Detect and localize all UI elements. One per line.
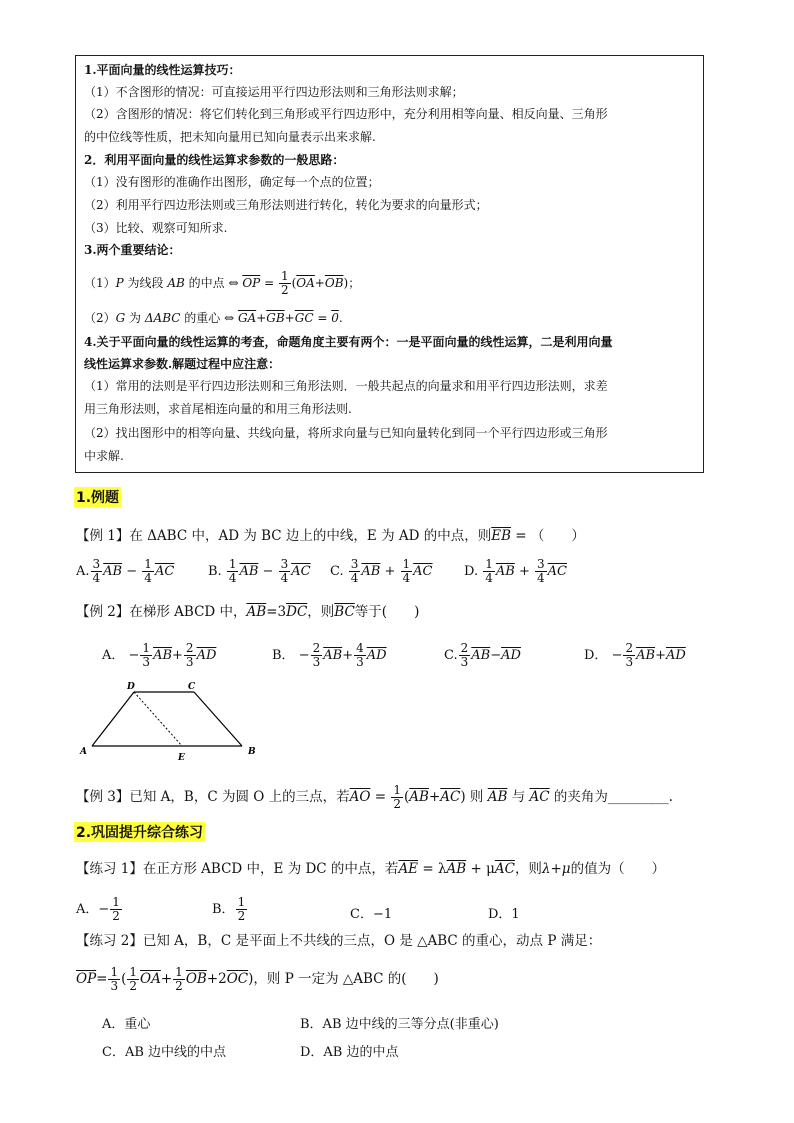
ex1-option-a[interactable]: A. $\frac{3}{4}$ $\overline{AB}$ − $\frac{1}{4}$ $\overline{AC}$ — [76, 557, 175, 585]
label-b: B — [248, 747, 256, 757]
note-2a: （2）找出图形中的相等向量、共线向量，将所求向量与已知向量转化到同一个平行四边形或三角形 — [84, 426, 608, 440]
ex1-option-b[interactable]: B. $\frac{1}{4}$ $\overline{AB}$ − $\frac{3}{4}$ $\overline{AC}$ — [208, 557, 311, 585]
label-a: A — [80, 747, 87, 757]
section-practice: 2.巩固提升综合练习 — [74, 822, 205, 842]
example-1: 【例 1】在 ΔABC 中，AD 为 BC 边上的中线，E 为 AD 的中点，则$\overline{EB}$ = （ ） — [76, 528, 585, 544]
practice-2: 【练习 2】已知 A，B，C 是平面上不共线的三点，O 是 △ABC 的重心，动点 P 满足： — [76, 933, 602, 949]
step-1: （1）没有图形的准确作出图形，确定每一个点的位置； — [84, 175, 380, 189]
tip-2b: 的中位线等性质，把未知向量用已知向量表示出来求解. — [84, 130, 376, 144]
example-3: 【例 3】已知 A，B，C 为圆 O 上的三点，若$\overline{AO}$ = $\frac{1}{2}$ $(\overline{AB}+\overline{AC})$ 则 $\overline{AB}$ 与 $\overline{AC}$ 的夹角为_________. — [76, 783, 673, 811]
note-1b: 用三角形法则，求首尾相连向量的和用三角形法则. — [84, 402, 352, 416]
ex2-option-b[interactable]: B． − $\frac{2}{3}$ $\overline{AB}+$ $\frac{4}{3}$ $\overline{AD}$ — [272, 641, 387, 669]
pr1-option-c[interactable]: C．−1 — [350, 907, 393, 922]
summary-box — [75, 55, 704, 473]
pr1-option-a[interactable]: A．− $\frac{1}{2}$ — [76, 895, 120, 923]
pr1-option-b[interactable]: B． $\frac{1}{2}$ — [212, 895, 246, 923]
label-d: D — [127, 682, 135, 692]
practice-1: 【练习 1】在正方形 ABCD 中，E 为 DC 的中点，若$\overline{AE} = \lambda\overline{AB} + \mu\overline{AC}$，则λ+μ的值为（ ） — [76, 861, 666, 877]
example-2: 【例 2】在梯形 ABCD 中，$\overline{AB}=3\overline{DC}$，则$\overline{BC}$等于( ) — [76, 604, 420, 620]
pr1-option-d[interactable]: D．1 — [488, 907, 520, 922]
note-1a: （1）常用的法则是平行四边形法则和三角形法则．一般共起点的向量求和用平行四边形法则，求差 — [84, 379, 608, 393]
heading-4b: 线性运算求参数.解题过程中应注意： — [84, 357, 281, 371]
note-2b: 中求解. — [84, 449, 124, 463]
pr2-option-d[interactable]: D．AB 边的中点 — [300, 1045, 399, 1060]
edge-cb — [194, 692, 242, 746]
pr2-option-a[interactable]: A．重心 — [102, 1017, 151, 1032]
ex1-option-c[interactable]: C. $\frac{3}{4}$ $\overline{AB}$ + $\frac{1}{4}$ $\overline{AC}$ — [330, 557, 433, 585]
ex1-option-d[interactable]: D. $\frac{1}{4}$ $\overline{AB}$ + $\frac{3}{4}$ $\overline{AC}$ — [464, 557, 567, 585]
conclusion-1: （1）P 为线段 AB 的中点 ⇔ $\overline{OP}$ = $\frac{1}{2}$ $(\overline{OA}+\overline{OB})$； — [84, 269, 361, 297]
step-2: （2）利用平行四边形法则或三角形法则进行转化，转化为要求的向量形式； — [84, 198, 488, 212]
label-c: C — [188, 682, 196, 692]
section-examples: 1.例题 — [74, 487, 121, 507]
pr2-option-c[interactable]: C．AB 边中线的中点 — [102, 1045, 227, 1060]
ex2-option-a[interactable]: A． − $\frac{1}{3}$ $\overline{AB}+$ $\frac{2}{3}$ $\overline{AD}$ — [102, 641, 217, 669]
heading-2: 2．利用平面向量的线性运算求参数的一般思路： — [84, 153, 345, 167]
label-e: E — [178, 753, 185, 763]
ex2-option-c[interactable]: C. $\frac{2}{3}$ $\overline{AB}-\overline{AD}$ — [444, 641, 521, 669]
tip-2a: （2）含图形的情况：将它们转化到三角形或平行四边形中，充分利用相等向量、相反向量、三角形 — [84, 107, 608, 121]
practice-2-formula: $\overline{OP}=$ $\frac{1}{3}$ ( $\frac{1}{2}$ $\overline{OA}+$ $\frac{1}{2}$ $\overline{OB}+2\overline{OC}$)，则 P 一定为 △ABC 的( ) — [76, 965, 439, 993]
heading-3: 3.两个重要结论： — [84, 243, 181, 257]
segment-de — [134, 692, 182, 746]
conclusion-2: （2）G 为 ΔABC 的重心 ⇔ $\overline{GA}+\overline{GB}+\overline{GC} = 0$. — [84, 311, 343, 325]
step-3: （3）比较、观察可知所求. — [84, 221, 228, 235]
heading-4a: 4.关于平面向量的线性运算的考查，命题角度主要有两个：一是平面向量的线性运算，二是利用向量 — [84, 335, 613, 349]
heading-1: 1.平面向量的线性运算技巧： — [84, 63, 241, 77]
pr2-option-b[interactable]: B．AB 边中线的三等分点(非重心) — [300, 1017, 499, 1032]
edge-ad — [92, 692, 134, 746]
tip-1: （1）不含图形的情况：可直接运用平行四边形法则和三角形法则求解； — [84, 85, 464, 99]
trapezoid-figure — [72, 680, 272, 770]
ex2-option-d[interactable]: D． − $\frac{2}{3}$ $\overline{AB}+\overline{AD}$ — [584, 641, 686, 669]
